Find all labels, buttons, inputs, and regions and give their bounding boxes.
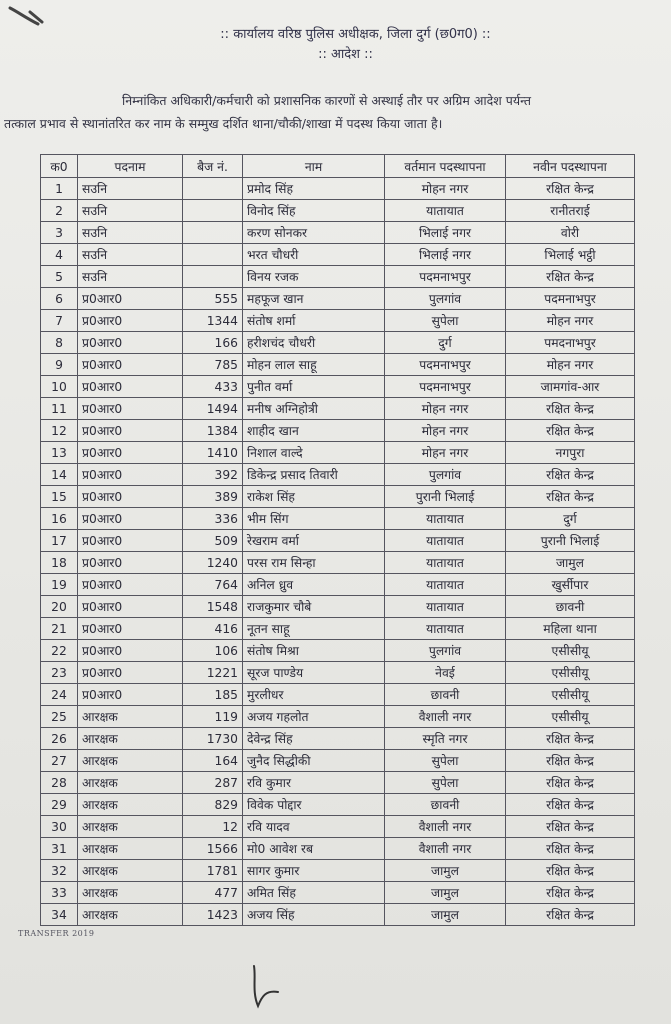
badge-cell (183, 200, 243, 222)
rank-cell: प्र0आर0 (78, 442, 183, 464)
name-cell: शाहीद खान (243, 420, 385, 442)
serial-cell: 13 (41, 442, 78, 464)
serial-cell: 34 (41, 904, 78, 926)
new-posting-cell: पुरानी भिलाई (506, 530, 635, 552)
serial-cell: 20 (41, 596, 78, 618)
rank-cell: प्र0आर0 (78, 376, 183, 398)
table-row (41, 178, 635, 200)
table-row (41, 772, 635, 794)
new-posting-cell: रक्षित केन्द्र (506, 728, 635, 750)
current-posting-cell: मोहन नगर (385, 178, 506, 200)
current-posting-cell: स्मृति नगर (385, 728, 506, 750)
badge-cell (183, 178, 243, 200)
new-posting-cell: रक्षित केन्द्र (506, 398, 635, 420)
header-name: नाम (243, 155, 385, 178)
new-posting-cell: एसीसीयू (506, 706, 635, 728)
serial-cell: 25 (41, 706, 78, 728)
serial-cell: 19 (41, 574, 78, 596)
current-posting-cell: पुलगांव (385, 640, 506, 662)
table-row (41, 816, 635, 838)
name-cell: मुरलीधर (243, 684, 385, 706)
office-title: :: कार्यालय वरिष्ठ पुलिस अधीक्षक, जिला दुर्ग (छ0ग0) :: (220, 27, 491, 42)
rank-cell: प्र0आर0 (78, 420, 183, 442)
name-cell: संतोष शर्मा (243, 310, 385, 332)
badge-cell: 287 (183, 772, 243, 794)
table-row (41, 574, 635, 596)
new-posting-cell: वोरी (506, 222, 635, 244)
rank-cell: प्र0आर0 (78, 530, 183, 552)
signature (248, 962, 288, 1012)
serial-cell: 26 (41, 728, 78, 750)
badge-cell: 106 (183, 640, 243, 662)
serial-cell: 12 (41, 420, 78, 442)
table-row (41, 486, 635, 508)
rank-cell: सउनि (78, 266, 183, 288)
badge-cell: 336 (183, 508, 243, 530)
table-row (41, 200, 635, 222)
current-posting-cell: सुपेला (385, 772, 506, 794)
header-badge: बैज नं. (183, 155, 243, 178)
order-title: :: आदेश :: (318, 47, 373, 62)
new-posting-cell: रक्षित केन्द्र (506, 420, 635, 442)
badge-cell: 764 (183, 574, 243, 596)
rank-cell: प्र0आर0 (78, 464, 183, 486)
header-current-posting: वर्तमान पदस्थापना (385, 155, 506, 178)
new-posting-cell: रक्षित केन्द्र (506, 266, 635, 288)
intro-line-2: तत्काल प्रभाव से स्थानांतरित कर नाम के सम्मुख दर्शित थाना/चौकी/शाखा में पदस्थ किया जाता है। (4, 116, 443, 131)
table-row (41, 706, 635, 728)
serial-cell: 8 (41, 332, 78, 354)
new-posting-cell: एसीसीयू (506, 662, 635, 684)
badge-cell: 119 (183, 706, 243, 728)
new-posting-cell: पदमनाभपुर (506, 288, 635, 310)
name-cell: महफूज खान (243, 288, 385, 310)
current-posting-cell: मोहन नगर (385, 442, 506, 464)
current-posting-cell: पुरानी भिलाई (385, 486, 506, 508)
serial-cell: 7 (41, 310, 78, 332)
serial-cell: 16 (41, 508, 78, 530)
name-cell: करण सोनकर (243, 222, 385, 244)
table-row (41, 420, 635, 442)
table-row (41, 266, 635, 288)
name-cell: डिकेन्द्र प्रसाद तिवारी (243, 464, 385, 486)
table-row (41, 684, 635, 706)
current-posting-cell: छावनी (385, 684, 506, 706)
table-row (41, 728, 635, 750)
new-posting-cell: रक्षित केन्द्र (506, 464, 635, 486)
serial-cell: 9 (41, 354, 78, 376)
rank-cell: प्र0आर0 (78, 662, 183, 684)
serial-cell: 11 (41, 398, 78, 420)
new-posting-cell: छावनी (506, 596, 635, 618)
rank-cell: आरक्षक (78, 904, 183, 926)
new-posting-cell: एसीसीयू (506, 640, 635, 662)
table-row (41, 794, 635, 816)
table-row (41, 222, 635, 244)
table-header-row (41, 155, 635, 178)
badge-cell (183, 244, 243, 266)
name-cell: सूरज पाण्डेय (243, 662, 385, 684)
current-posting-cell: यातायात (385, 574, 506, 596)
serial-cell: 22 (41, 640, 78, 662)
current-posting-cell: पदमनाभपुर (385, 266, 506, 288)
serial-cell: 21 (41, 618, 78, 640)
name-cell: मोहन लाल साहू (243, 354, 385, 376)
serial-cell: 2 (41, 200, 78, 222)
rank-cell: आरक्षक (78, 816, 183, 838)
rank-cell: प्र0आर0 (78, 398, 183, 420)
table-row (41, 442, 635, 464)
table-row (41, 508, 635, 530)
name-cell: प्रमोद सिंह (243, 178, 385, 200)
table-row (41, 838, 635, 860)
new-posting-cell: रक्षित केन्द्र (506, 772, 635, 794)
name-cell: विवेक पोद्दार (243, 794, 385, 816)
current-posting-cell: मोहन नगर (385, 420, 506, 442)
new-posting-cell: खुर्सीपार (506, 574, 635, 596)
table-row (41, 618, 635, 640)
rank-cell: सउनि (78, 200, 183, 222)
serial-cell: 31 (41, 838, 78, 860)
name-cell: भीम सिंग (243, 508, 385, 530)
name-cell: हरीशचंद चौधरी (243, 332, 385, 354)
badge-cell: 555 (183, 288, 243, 310)
badge-cell: 12 (183, 816, 243, 838)
current-posting-cell: छावनी (385, 794, 506, 816)
rank-cell: आरक्षक (78, 706, 183, 728)
name-cell: जुनैद सिद्धीकी (243, 750, 385, 772)
rank-cell: प्र0आर0 (78, 640, 183, 662)
rank-cell: प्र0आर0 (78, 486, 183, 508)
current-posting-cell: पुलगांव (385, 464, 506, 486)
badge-cell: 785 (183, 354, 243, 376)
rank-cell: आरक्षक (78, 838, 183, 860)
serial-cell: 24 (41, 684, 78, 706)
current-posting-cell: वैशाली नगर (385, 838, 506, 860)
new-posting-cell: रक्षित केन्द्र (506, 178, 635, 200)
serial-cell: 4 (41, 244, 78, 266)
current-posting-cell: भिलाई नगर (385, 244, 506, 266)
badge-cell: 1410 (183, 442, 243, 464)
new-posting-cell: नगपुरा (506, 442, 635, 464)
current-posting-cell: यातायात (385, 200, 506, 222)
badge-cell: 416 (183, 618, 243, 640)
badge-cell: 1781 (183, 860, 243, 882)
name-cell: अजय सिंह (243, 904, 385, 926)
badge-cell: 829 (183, 794, 243, 816)
current-posting-cell: वैशाली नगर (385, 816, 506, 838)
serial-cell: 6 (41, 288, 78, 310)
serial-cell: 27 (41, 750, 78, 772)
new-posting-cell: पमदनाभपुर (506, 332, 635, 354)
table-row (41, 530, 635, 552)
badge-cell: 166 (183, 332, 243, 354)
rank-cell: प्र0आर0 (78, 596, 183, 618)
badge-cell: 392 (183, 464, 243, 486)
name-cell: संतोष मिश्रा (243, 640, 385, 662)
new-posting-cell: मोहन नगर (506, 354, 635, 376)
serial-cell: 32 (41, 860, 78, 882)
rank-cell: प्र0आर0 (78, 684, 183, 706)
table-row (41, 596, 635, 618)
badge-cell: 1730 (183, 728, 243, 750)
serial-cell: 15 (41, 486, 78, 508)
rank-cell: सउनि (78, 244, 183, 266)
badge-cell: 1494 (183, 398, 243, 420)
badge-cell: 477 (183, 882, 243, 904)
table-row (41, 398, 635, 420)
new-posting-cell: रक्षित केन्द्र (506, 904, 635, 926)
table-row (41, 310, 635, 332)
new-posting-cell: रानीतराई (506, 200, 635, 222)
serial-cell: 5 (41, 266, 78, 288)
badge-cell: 185 (183, 684, 243, 706)
header-new-posting: नवीन पदस्थापना (506, 155, 635, 178)
name-cell: विनोद सिंह (243, 200, 385, 222)
current-posting-cell: मोहन नगर (385, 398, 506, 420)
name-cell: भरत चौधरी (243, 244, 385, 266)
current-posting-cell: यातायात (385, 530, 506, 552)
current-posting-cell: सुपेला (385, 310, 506, 332)
current-posting-cell: यातायात (385, 596, 506, 618)
new-posting-cell: दुर्ग (506, 508, 635, 530)
name-cell: मनीष अग्निहोत्री (243, 398, 385, 420)
name-cell: राकेश सिंह (243, 486, 385, 508)
badge-cell: 1344 (183, 310, 243, 332)
current-posting-cell: जामुल (385, 904, 506, 926)
table-row (41, 662, 635, 684)
serial-cell: 18 (41, 552, 78, 574)
new-posting-cell: रक्षित केन्द्र (506, 486, 635, 508)
new-posting-cell: मोहन नगर (506, 310, 635, 332)
rank-cell: प्र0आर0 (78, 574, 183, 596)
table-body (41, 178, 635, 926)
serial-cell: 33 (41, 882, 78, 904)
table-row (41, 354, 635, 376)
serial-cell: 29 (41, 794, 78, 816)
name-cell: परस राम सिन्हा (243, 552, 385, 574)
new-posting-cell: रक्षित केन्द्र (506, 794, 635, 816)
table-row (41, 332, 635, 354)
current-posting-cell: सुपेला (385, 750, 506, 772)
table-row (41, 860, 635, 882)
table-row (41, 376, 635, 398)
serial-cell: 1 (41, 178, 78, 200)
name-cell: रेखराम वर्मा (243, 530, 385, 552)
rank-cell: प्र0आर0 (78, 508, 183, 530)
badge-cell: 509 (183, 530, 243, 552)
serial-cell: 23 (41, 662, 78, 684)
serial-cell: 28 (41, 772, 78, 794)
name-cell: नूतन साहू (243, 618, 385, 640)
name-cell: राजकुमार चौबे (243, 596, 385, 618)
serial-cell: 10 (41, 376, 78, 398)
rank-cell: प्र0आर0 (78, 552, 183, 574)
rank-cell: आरक्षक (78, 860, 183, 882)
badge-cell: 1548 (183, 596, 243, 618)
current-posting-cell: जामुल (385, 860, 506, 882)
badge-cell: 1221 (183, 662, 243, 684)
rank-cell: आरक्षक (78, 750, 183, 772)
new-posting-cell: रक्षित केन्द्र (506, 882, 635, 904)
new-posting-cell: जामगांव-आर (506, 376, 635, 398)
current-posting-cell: पुलगांव (385, 288, 506, 310)
rank-cell: आरक्षक (78, 794, 183, 816)
table-row (41, 904, 635, 926)
current-posting-cell: दुर्ग (385, 332, 506, 354)
name-cell: विनय रजक (243, 266, 385, 288)
badge-cell: 389 (183, 486, 243, 508)
rank-cell: सउनि (78, 222, 183, 244)
table-row (41, 552, 635, 574)
badge-cell: 1423 (183, 904, 243, 926)
table-row (41, 244, 635, 266)
new-posting-cell: रक्षित केन्द्र (506, 816, 635, 838)
serial-cell: 30 (41, 816, 78, 838)
name-cell: निशाल वाल्दे (243, 442, 385, 464)
new-posting-cell: रक्षित केन्द्र (506, 750, 635, 772)
table-row (41, 750, 635, 772)
footer-tag: TRANSFER 2019 (18, 929, 95, 938)
header-rank: पदनाम (78, 155, 183, 178)
new-posting-cell: जामुल (506, 552, 635, 574)
serial-cell: 3 (41, 222, 78, 244)
badge-cell (183, 222, 243, 244)
serial-cell: 17 (41, 530, 78, 552)
rank-cell: आरक्षक (78, 882, 183, 904)
rank-cell: प्र0आर0 (78, 288, 183, 310)
name-cell: रवि यादव (243, 816, 385, 838)
current-posting-cell: यातायात (385, 508, 506, 530)
new-posting-cell: रक्षित केन्द्र (506, 860, 635, 882)
name-cell: अजय गहलोत (243, 706, 385, 728)
badge-cell: 433 (183, 376, 243, 398)
table-row (41, 882, 635, 904)
badge-cell: 1384 (183, 420, 243, 442)
current-posting-cell: नेवई (385, 662, 506, 684)
transfer-table (40, 154, 635, 926)
current-posting-cell: वैशाली नगर (385, 706, 506, 728)
current-posting-cell: यातायात (385, 552, 506, 574)
rank-cell: प्र0आर0 (78, 332, 183, 354)
rank-cell: आरक्षक (78, 772, 183, 794)
name-cell: सागर कुमार (243, 860, 385, 882)
name-cell: अनिल ध्रुव (243, 574, 385, 596)
rank-cell: प्र0आर0 (78, 618, 183, 640)
header-serial: क0 (41, 155, 78, 178)
badge-cell: 1566 (183, 838, 243, 860)
table-row (41, 640, 635, 662)
rank-cell: प्र0आर0 (78, 310, 183, 332)
new-posting-cell: महिला थाना (506, 618, 635, 640)
current-posting-cell: भिलाई नगर (385, 222, 506, 244)
name-cell: पुनीत वर्मा (243, 376, 385, 398)
rank-cell: सउनि (78, 178, 183, 200)
table-row (41, 464, 635, 486)
current-posting-cell: जामुल (385, 882, 506, 904)
current-posting-cell: पदमनाभपुर (385, 354, 506, 376)
current-posting-cell: यातायात (385, 618, 506, 640)
new-posting-cell: भिलाई भट्ठी (506, 244, 635, 266)
badge-cell: 164 (183, 750, 243, 772)
intro-line-1: निम्नांकित अधिकारी/कर्मचारी को प्रशासनिक कारणों से अस्थाई तौर पर अग्रिम आदेश पर्यन्त (122, 93, 532, 108)
rank-cell: प्र0आर0 (78, 354, 183, 376)
name-cell: देवेन्द्र सिंह (243, 728, 385, 750)
new-posting-cell: एसीसीयू (506, 684, 635, 706)
serial-cell: 14 (41, 464, 78, 486)
rank-cell: आरक्षक (78, 728, 183, 750)
name-cell: रवि कुमार (243, 772, 385, 794)
badge-cell: 1240 (183, 552, 243, 574)
badge-cell (183, 266, 243, 288)
current-posting-cell: पदमनाभपुर (385, 376, 506, 398)
name-cell: मो0 आवेश रब (243, 838, 385, 860)
name-cell: अमित सिंह (243, 882, 385, 904)
new-posting-cell: रक्षित केन्द्र (506, 838, 635, 860)
table-row (41, 288, 635, 310)
